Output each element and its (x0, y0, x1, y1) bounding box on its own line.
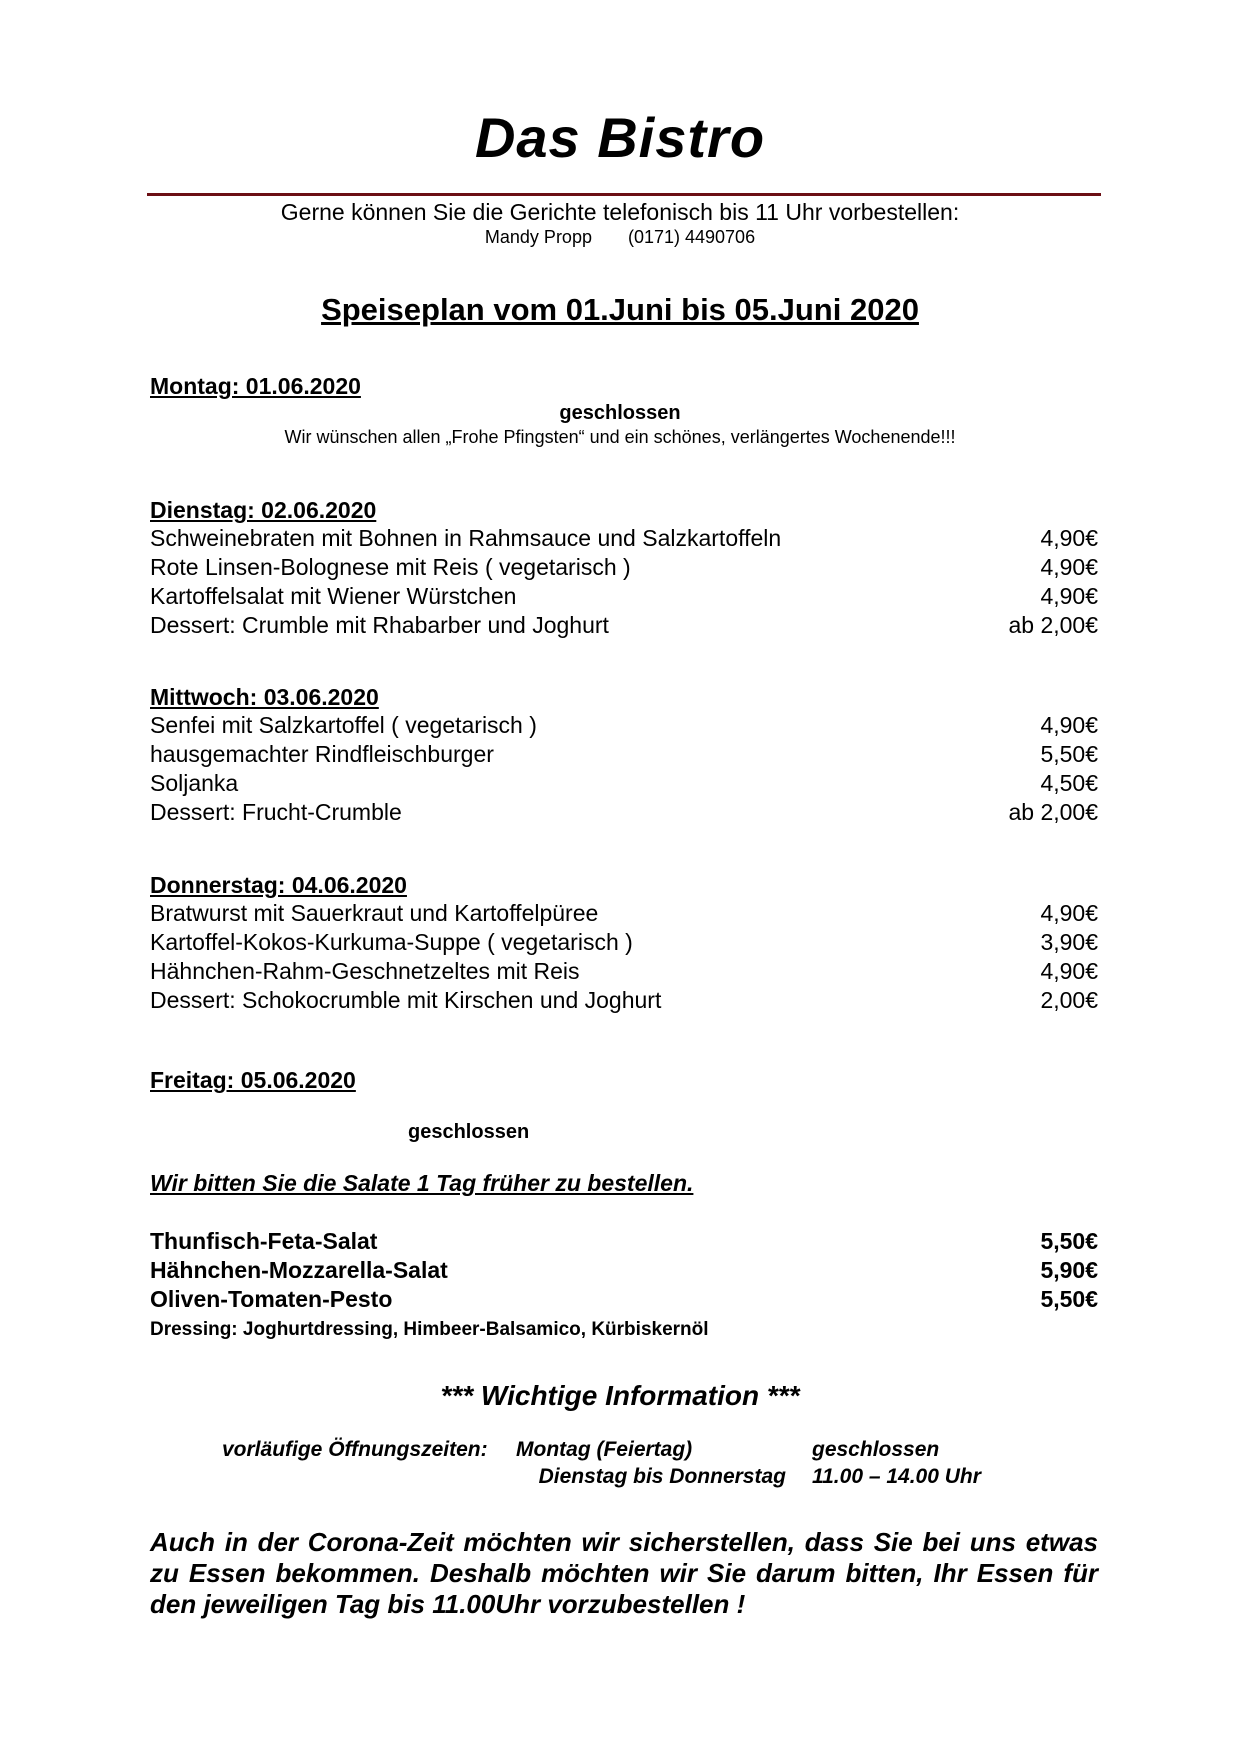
item-price: 4,90€ (1040, 554, 1098, 580)
item-name: hausgemachter Rindfleischburger (150, 741, 494, 767)
salad-item (150, 1227, 1098, 1256)
menu-item (150, 553, 1098, 582)
item-name: Hähnchen-Mozzarella-Salat (150, 1257, 448, 1283)
item-name: Bratwurst mit Sauerkraut und Kartoffelpüree (150, 900, 599, 926)
item-name: Rote Linsen-Bolognese mit Reis ( vegetarisch ) (150, 554, 631, 580)
day-heading-montag: Montag: 01.06.2020 (150, 373, 361, 399)
hours-days: Montag (Feiertag) (516, 1438, 693, 1461)
item-name: Kartoffelsalat mit Wiener Würstchen (150, 583, 517, 609)
item-name: Schweinebraten mit Bohnen in Rahmsauce und Salzkartoffeln (150, 525, 782, 551)
menu-item (150, 769, 1098, 798)
item-name: Thunfisch-Feta-Salat (150, 1228, 378, 1254)
salad-order-note: Wir bitten Sie die Salate 1 Tag früher zu bestellen. (150, 1170, 694, 1196)
montag-status: geschlossen (559, 402, 681, 424)
menu-item (150, 740, 1098, 769)
day-heading-mittwoch: Mittwoch: 03.06.2020 (150, 684, 379, 710)
item-price: 4,50€ (1040, 770, 1098, 796)
menu-item (150, 986, 1098, 1015)
item-name: Oliven-Tomaten-Pesto (150, 1286, 393, 1312)
item-price: ab 2,00€ (1008, 612, 1098, 638)
menu-item (150, 957, 1098, 986)
day-heading-donnerstag: Donnerstag: 04.06.2020 (150, 872, 407, 898)
order-note: Gerne können Sie die Gerichte telefonisch bis 11 Uhr vorbestellen: (280, 199, 960, 225)
menu-item (150, 582, 1098, 611)
item-price: 3,90€ (1040, 929, 1098, 955)
header-divider (147, 193, 1101, 196)
item-price: 2,00€ (1040, 987, 1098, 1013)
dressing-note: Dressing: Joghurtdressing, Himbeer-Balsamico, Kürbiskernöl (150, 1319, 709, 1340)
hours-time: geschlossen (812, 1438, 940, 1461)
item-name: Senfei mit Salzkartoffel ( vegetarisch ) (150, 712, 537, 738)
montag-holiday-note: Wir wünschen allen „Frohe Pfingsten“ und ein schönes, verlängertes Wochenende!!! (284, 427, 956, 447)
item-name: Soljanka (150, 770, 239, 796)
menu-item (150, 798, 1098, 827)
freitag-status: geschlossen (408, 1121, 530, 1143)
contact-phone: (0171) 4490706 (627, 227, 756, 247)
hours-days: Dienstag bis Donnerstag (538, 1465, 786, 1488)
contact-line (0, 226, 1240, 248)
item-price: 5,50€ (1040, 1286, 1098, 1312)
menu-item (150, 524, 1098, 553)
menu-item (150, 928, 1098, 957)
bistro-title: Das Bistro (474, 106, 766, 169)
item-price: 5,50€ (1040, 1228, 1098, 1254)
item-name: Kartoffel-Kokos-Kurkuma-Suppe ( vegetarisch ) (150, 929, 633, 955)
salad-item (150, 1256, 1098, 1285)
info-title: *** Wichtige Information *** (440, 1380, 800, 1411)
item-price: ab 2,00€ (1008, 799, 1098, 825)
item-price: 4,90€ (1040, 712, 1098, 738)
item-name: Dessert: Frucht-Crumble (150, 799, 402, 825)
item-price: 4,90€ (1040, 900, 1098, 926)
day-heading-dienstag: Dienstag: 02.06.2020 (150, 497, 377, 523)
menu-item (150, 611, 1098, 640)
menu-item (150, 899, 1098, 928)
item-price: 5,90€ (1040, 1257, 1098, 1283)
item-price: 5,50€ (1040, 741, 1098, 767)
item-name: Dessert: Crumble mit Rhabarber und Joghurt (150, 612, 609, 638)
day-heading-freitag: Freitag: 05.06.2020 (150, 1067, 356, 1093)
item-price: 4,90€ (1040, 583, 1098, 609)
item-price: 4,90€ (1040, 958, 1098, 984)
contact-name: Mandy Propp (484, 227, 592, 247)
item-name: Hähnchen-Rahm-Geschnetzeltes mit Reis (150, 958, 580, 984)
item-name: Dessert: Schokocrumble mit Kirschen und Joghurt (150, 987, 662, 1013)
corona-note: Auch in der Corona-Zeit möchten wir sicherstellen, dass Sie bei uns etwas zu Essen bekommen. Deshalb möchten wir Sie darum bitten, Ihr Essen für den jeweiligen Tag bis 11.00Uhr vorzubestellen ! (150, 1527, 1098, 1619)
plan-title: Speiseplan vom 01.Juni bis 05.Juni 2020 (321, 292, 919, 327)
hours-time: 11.00 – 14.00 Uhr (812, 1465, 981, 1488)
hours-label: vorläufige Öffnungszeiten: (222, 1438, 488, 1461)
salad-item (150, 1285, 1098, 1314)
menu-item (150, 711, 1098, 740)
item-price: 4,90€ (1040, 525, 1098, 551)
